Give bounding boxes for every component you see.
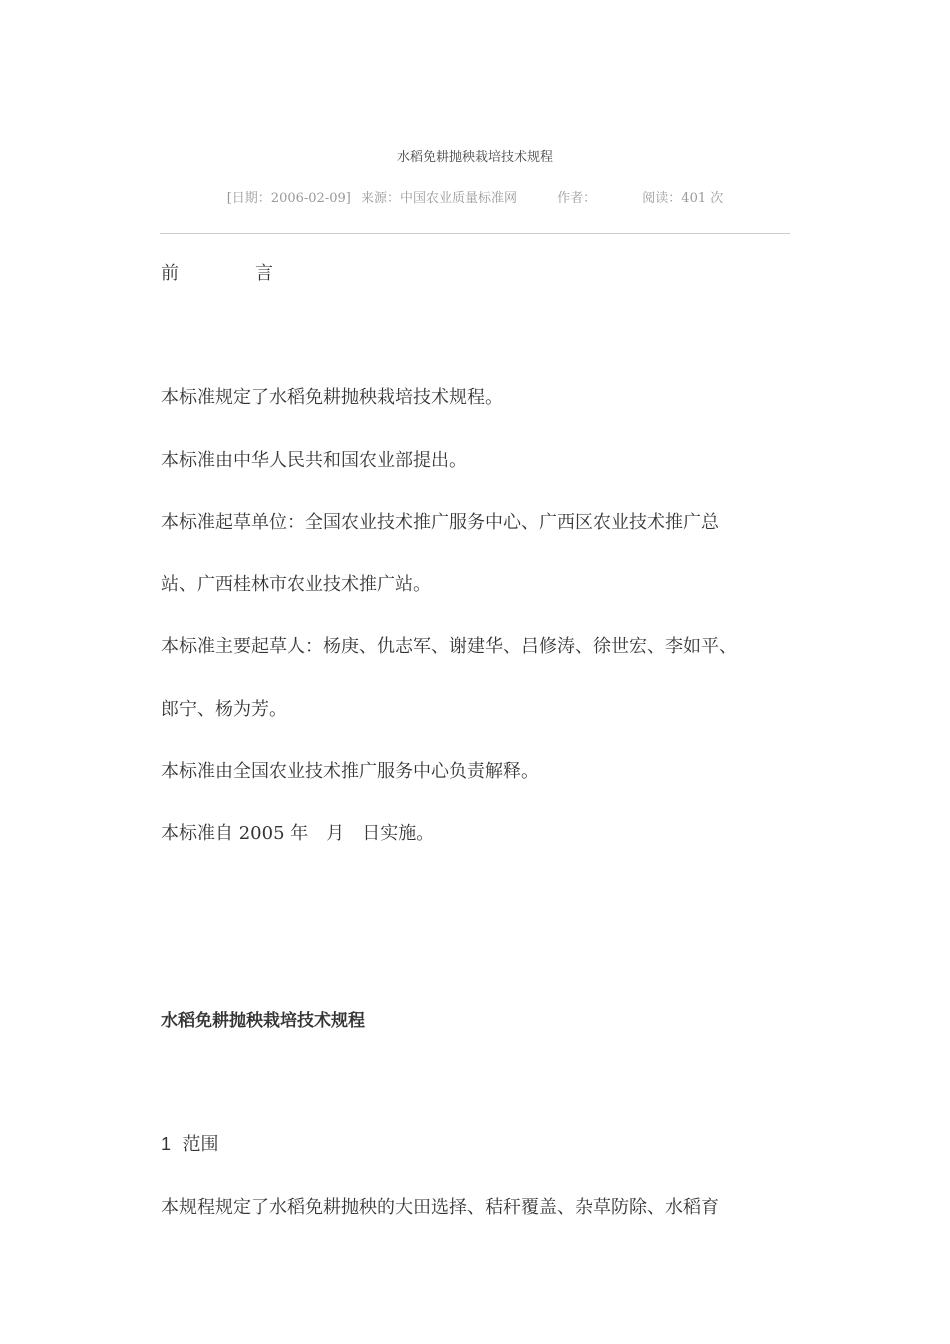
paragraph-drafting-units-line-2: 站、广西桂林市农业技术推广站。 [161, 574, 431, 595]
section-1-title: 范围 [182, 1134, 219, 1155]
section-1-paragraph: 本规程规定了水稻免耕抛秧的大田选择、秸秆覆盖、杂草防除、水稻育 [161, 1197, 719, 1218]
meta-source: 来源：中国农业质量标准网 [360, 191, 517, 206]
article-meta [160, 187, 790, 206]
article-title: 水稻免耕抛秧栽培技术规程 [396, 150, 553, 165]
section-1-number: 1 [161, 1134, 172, 1154]
paragraph-drafters-line-1: 本标准主要起草人：杨庚、仇志军、谢建华、吕修涛、徐世宏、李如平、 [161, 636, 737, 657]
paragraph-scope-statement: 本标准规定了水稻免耕抛秧栽培技术规程。 [161, 387, 503, 408]
paragraph-proposer: 本标准由中华人民共和国农业部提出。 [161, 450, 467, 471]
header-divider [160, 233, 790, 234]
preface-char-1: 前 [161, 263, 179, 284]
body-heading: 水稻免耕抛秧栽培技术规程 [161, 1011, 365, 1031]
preface-char-2: 言 [255, 263, 273, 284]
paragraph-interpretation: 本标准由全国农业技术推广服务中心负责解释。 [161, 761, 539, 782]
paragraph-drafting-units-line-1: 本标准起草单位：全国农业技术推广服务中心、广西区农业技术推广总 [161, 512, 719, 533]
meta-author: 作者： [557, 191, 597, 206]
meta-reads: 阅读：401 次 [642, 191, 724, 206]
paragraph-effective-date: 本标准自 2005 年 月 日实施。 [161, 823, 435, 844]
preface-heading [161, 262, 273, 286]
section-1-heading [161, 1132, 218, 1157]
meta-date: [日期：2006-02-09] [226, 191, 351, 206]
paragraph-drafters-line-2: 郎宁、杨为芳。 [161, 699, 287, 720]
